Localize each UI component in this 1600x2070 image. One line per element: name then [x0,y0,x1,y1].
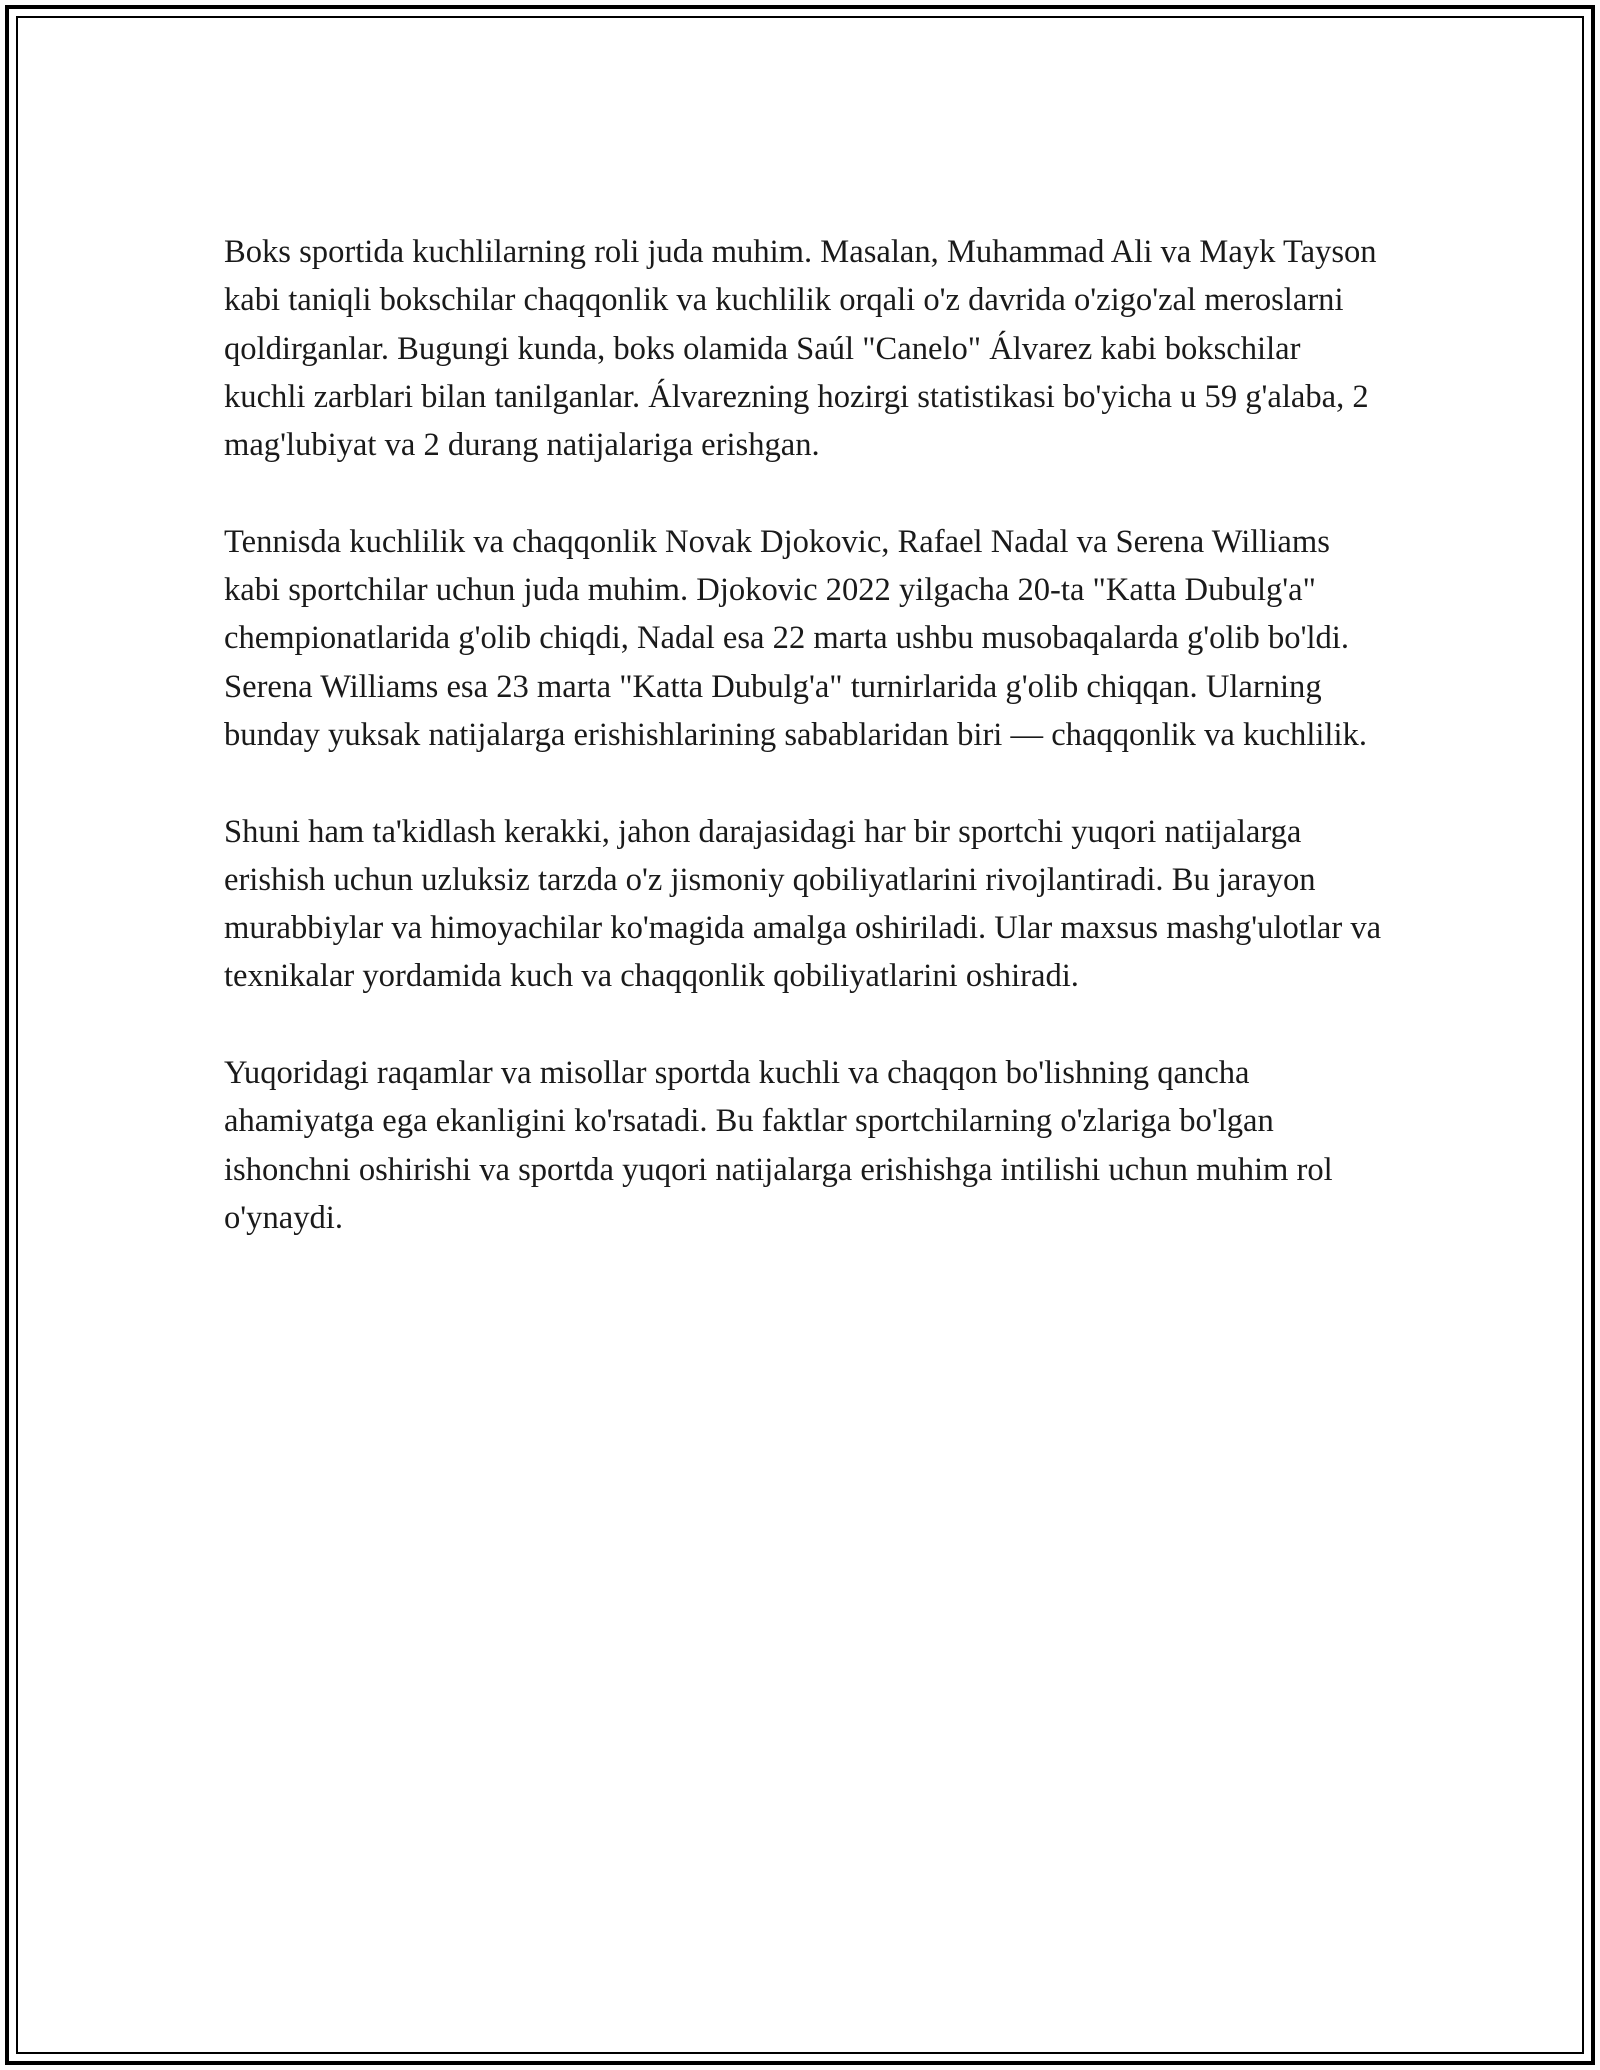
document-body [224,228,1384,1291]
paragraph-training: Shuni ham ta'kidlash kerakki, jahon darajasidagi har bir sportchi yuqori natijalarga erishish uchun uzluksiz tarzda o'z jismoniy qobiliyatlarini rivojlantiradi. Bu jarayon murabbiylar va himoyachilar ko'magida amalga oshiriladi. Ular maxsus mashg'ulotlar va texnikalar yordamida kuch va chaqqonlik qobiliyatlarini oshiradi. [224,813,1382,995]
paragraph-tennis: Tennisda kuchlilik va chaqqonlik Novak Djokovic, Rafael Nadal va Serena Williams kabi sportchilar uchun juda muhim. Djokovic 2022 yilgacha 20-ta "Katta Dubulg'a" chempionatlarida g'olib chiqdi, Nadal esa 22 marta ushbu musobaqalarda g'olib bo'ldi. Serena Williams esa 23 marta "Katta Dubulg'a" turnirlarida g'olib chiqqan. Ularning bunday yuksak natijalarga erishishlarining sabablaridan biri — chaqqonlik va kuchlilik. [224,523,1367,753]
paragraph-boxing: Boks sportida kuchlilarning roli juda muhim. Masalan, Muhammad Ali va Mayk Tayson kabi taniqli bokschilar chaqqonlik va kuchlilik orqali o'z davrida o'zigo'zal meroslarni qoldirganlar. Bugungi kunda, boks olamida Saúl "Canelo" Álvarez kabi bokschilar kuchli zarblari bilan tanilganlar. Álvarezning hozirgi statistikasi bo'yicha u 59 g'alaba, 2 mag'lubiyat va 2 durang natijalariga erishgan. [224,234,1377,464]
paragraph-conclusion: Yuqoridagi raqamlar va misollar sportda kuchli va chaqqon bo'lishning qancha ahamiyatga ega ekanligini ko'rsatadi. Bu faktlar sportchilarning o'zlariga bo'lgan ishonchni oshirishi va sportda yuqori natijalarga erishishga intilishi uchun muhim rol o'ynaydi. [224,1055,1333,1236]
